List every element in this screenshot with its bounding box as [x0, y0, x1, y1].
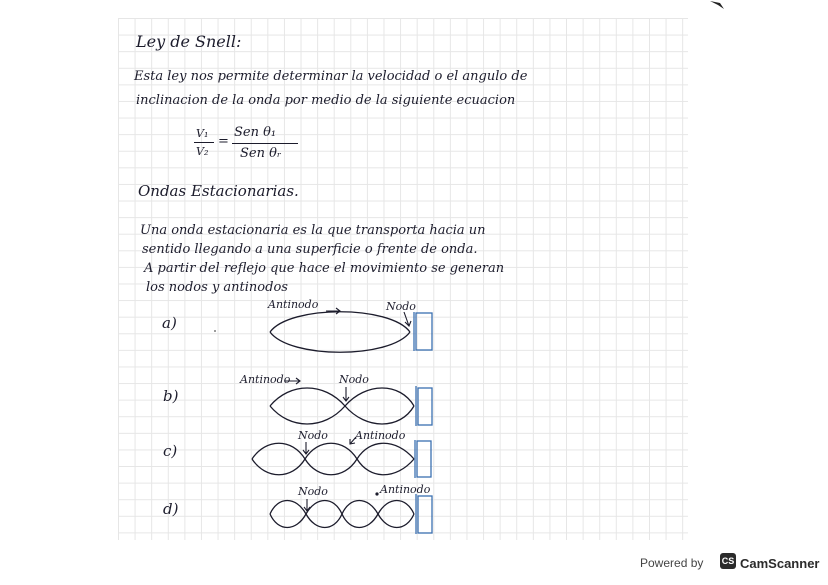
- waves-text-line-1: Una onda estacionaria es la que transporta hacia un: [140, 223, 486, 238]
- waves-text-line-4: los nodos y antinodos: [146, 280, 288, 295]
- diagram-c-reflector: [415, 440, 431, 478]
- diagram-a-reflector: [414, 312, 432, 351]
- snell-text-line-2: inclinacion de la onda por medio de la siguiente ecuacion: [136, 93, 516, 108]
- camscanner-brand: CamScanner: [740, 556, 820, 571]
- diagram-b-node-arrow: [343, 387, 349, 401]
- diagram-b-reflector: [416, 386, 432, 426]
- diagram-a-node-arrow: [404, 312, 411, 326]
- formula-sen-theta-r: Sen θᵣ: [240, 146, 282, 161]
- diagram-b-node-label: Nodo: [339, 373, 369, 386]
- camscanner-logo-icon: CS: [720, 553, 736, 569]
- diagram-a-wave: [270, 312, 410, 353]
- diagram-a-antinode-arrow: [326, 308, 340, 314]
- formula-v2: V₂: [196, 145, 209, 158]
- waves-text-line-2: sentido llegando a una superficie o frente de onda.: [142, 242, 478, 257]
- diagram-c-label: c): [163, 442, 178, 460]
- formula-sen-theta-1: Sen θ₁: [234, 125, 277, 140]
- diagram-d-antinode-label: Antinodo: [380, 483, 431, 496]
- diagram-b-label: b): [163, 387, 179, 405]
- waves-title: Ondas Estacionarias.: [138, 182, 299, 200]
- diagram-d-wave: [270, 501, 414, 528]
- diagram-a-label: a): [162, 314, 177, 332]
- stray-dot: [214, 330, 216, 332]
- powered-by-text: Powered by: [640, 556, 704, 570]
- diagram-c-antinode-label: Antinodo: [355, 429, 406, 442]
- diagram-a-node-label: Nodo: [386, 300, 416, 313]
- diagram-d-reflector: [416, 494, 432, 534]
- snell-title: Ley de Snell:: [136, 32, 242, 51]
- diagram-c-node-label: Nodo: [298, 429, 328, 442]
- diagram-d-antinode-dot: [375, 492, 378, 495]
- diagram-b-antinode-arrow: [285, 378, 300, 384]
- diagram-c-antinode-arrow: [350, 437, 356, 444]
- diagram-a-antinode-label: Antinodo: [268, 298, 319, 311]
- snell-text-line-1: Esta ley nos permite determinar la velocidad o el angulo de: [134, 69, 528, 84]
- diagram-d-label: d): [163, 500, 179, 518]
- diagram-d-node-label: Nodo: [298, 485, 328, 498]
- diagram-b-wave: [270, 388, 414, 424]
- diagram-c-node-arrow: [303, 442, 309, 454]
- formula-v1: V₁: [196, 127, 209, 140]
- diagram-c-wave: [252, 443, 414, 475]
- formula-equals: =: [218, 134, 229, 149]
- diagram-b-antinode-label: Antinodo: [240, 373, 291, 386]
- waves-text-line-3: A partir del reflejo que hace el movimiento se generan: [144, 261, 505, 276]
